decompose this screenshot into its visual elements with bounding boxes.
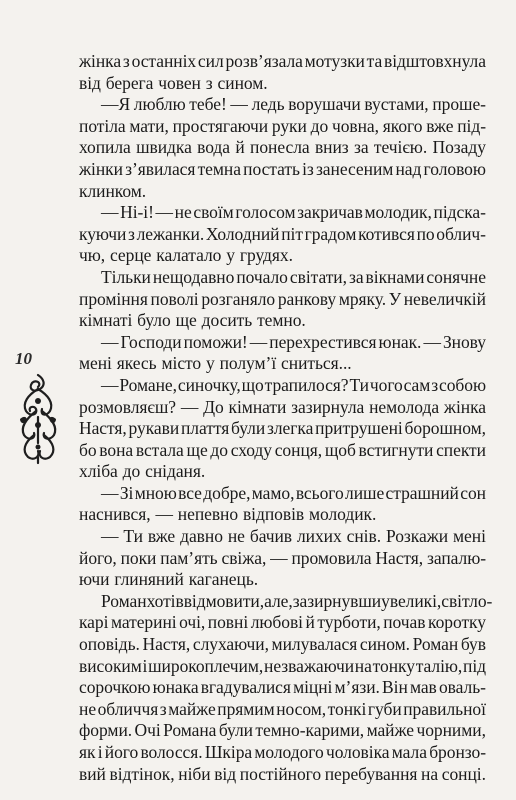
word: бо [79, 439, 97, 460]
word: сниться... [281, 353, 352, 374]
word: вже [147, 526, 176, 547]
word: губи [367, 698, 402, 719]
word: на [421, 763, 439, 784]
word: у [206, 353, 215, 374]
word: Настя, [142, 634, 191, 655]
word: вікнами [365, 266, 425, 287]
word: молодик, [364, 202, 432, 223]
word: Позаду [432, 137, 486, 158]
text-line [79, 94, 486, 116]
word: під [463, 655, 486, 676]
word: зазирнула [291, 396, 365, 417]
text-line [79, 483, 486, 505]
word: давно [180, 526, 223, 547]
word: відштовхнула [384, 51, 486, 71]
word: любові [250, 612, 303, 633]
word: полум’ї [219, 353, 277, 374]
word: з [128, 223, 135, 244]
word: пам’ять [160, 547, 218, 568]
word: куючи [79, 223, 127, 244]
word: жінка [443, 396, 486, 417]
text-line [79, 764, 486, 786]
word: були [218, 720, 253, 741]
word: щоб [324, 439, 356, 460]
word: проше- [432, 94, 486, 115]
word: не [79, 698, 97, 719]
word: немолода [369, 396, 440, 417]
word: —Я [101, 94, 131, 115]
word: карі [79, 612, 109, 633]
word: тонкі [327, 698, 367, 719]
word: правильної [403, 698, 486, 719]
word: міцні [293, 677, 333, 698]
word: У [388, 288, 402, 309]
word: останніх [131, 51, 197, 71]
text-line [79, 159, 486, 181]
word: чоловіка [325, 742, 390, 762]
word: носом, [276, 698, 327, 719]
word: промовила [291, 547, 372, 568]
text-line [79, 137, 486, 159]
word: перехрестився [269, 331, 377, 352]
word: Романе, [119, 374, 177, 395]
word: постать [243, 158, 300, 179]
word: поки [120, 547, 157, 568]
word: відмовити, [183, 590, 265, 611]
word: сон [460, 482, 486, 503]
word: мати, [129, 115, 169, 136]
word: хотів [146, 590, 184, 611]
word: і [97, 742, 103, 762]
word: Знову [442, 331, 486, 352]
text-line [79, 397, 486, 419]
word: мені [79, 353, 112, 374]
word: зазирнувши [292, 590, 382, 611]
word: волосся. [140, 742, 203, 762]
word: простягаючи [172, 115, 269, 136]
word: постійного [239, 763, 322, 784]
word: — [249, 331, 268, 352]
word: лихих [296, 526, 342, 547]
text-line [79, 418, 486, 440]
text-line [79, 289, 486, 311]
word: з [205, 72, 213, 93]
word: жінки [79, 158, 123, 179]
word: незважаючи [264, 655, 355, 676]
word: великі, [389, 590, 442, 611]
word: з’явилася [125, 158, 196, 179]
word: — [270, 547, 288, 568]
word: сорочкою [79, 677, 151, 698]
word: темно. [257, 310, 306, 331]
word: майже [168, 698, 216, 719]
word: швидка [136, 137, 192, 158]
word: вона [99, 439, 134, 460]
word: до [210, 439, 228, 460]
text-line [79, 51, 486, 73]
word: з [122, 51, 130, 71]
word: почав [383, 612, 426, 633]
word: бачив [249, 526, 293, 547]
word: сонця, [274, 439, 323, 460]
word: синочку, [177, 374, 241, 395]
word: на [354, 655, 372, 676]
word: чого [369, 374, 403, 395]
word: розганяло [201, 288, 276, 309]
word: — [180, 396, 199, 417]
word: молодик. [309, 504, 377, 525]
word: Ти [123, 526, 143, 547]
word: мамо, [251, 482, 295, 503]
word: хопила [79, 137, 131, 158]
word: човна, [331, 115, 379, 136]
word: не [174, 202, 192, 223]
word: широкоплечим, [148, 655, 264, 676]
text-line [79, 656, 486, 678]
text-line [79, 73, 486, 95]
word: борошном, [404, 418, 486, 439]
text-line [79, 181, 486, 203]
word: Холодний [205, 223, 280, 244]
word: ніби [178, 763, 211, 784]
word: сином. [217, 72, 268, 93]
word: сонячне [426, 266, 486, 287]
word: мала [391, 742, 427, 762]
word: руки [271, 115, 307, 136]
word: Розкажи [385, 526, 449, 547]
word: високим [79, 655, 142, 676]
word: з [431, 374, 439, 395]
word: юнак. [378, 331, 422, 352]
word: темна [197, 158, 241, 179]
text-line [79, 548, 486, 570]
word: глиняний [114, 569, 184, 590]
word: поможи! [183, 331, 248, 352]
word: Шкіра [204, 742, 253, 762]
word: хліба [79, 461, 118, 482]
word: течією. [373, 137, 428, 158]
word: злегка [267, 418, 314, 439]
word: — [155, 202, 173, 223]
word: — [423, 331, 441, 352]
word: головою [423, 158, 486, 179]
word: вустами, [364, 94, 429, 115]
word: Зі [119, 482, 134, 503]
word: вже [426, 115, 454, 136]
word: у [381, 590, 390, 611]
word: — [101, 482, 119, 503]
text-line [79, 677, 486, 699]
word: і [142, 655, 148, 676]
word: берега [105, 72, 154, 93]
word: потіла [79, 115, 126, 136]
word: Настя, [79, 418, 127, 439]
word: Романа [163, 720, 217, 741]
text-line [79, 504, 486, 526]
word: у [226, 245, 235, 266]
word: облич- [436, 223, 486, 244]
word: понесла [250, 137, 310, 158]
word: оповідь. [79, 634, 140, 655]
word: талію, [415, 655, 463, 676]
word: темно-карими, [255, 720, 365, 741]
word: кімнаті [79, 310, 133, 331]
word: підска- [433, 202, 486, 223]
word: страшний [385, 482, 459, 503]
word: Господи [120, 331, 182, 352]
word: своїм [193, 202, 234, 223]
word: котився [358, 223, 415, 244]
text-line [79, 267, 486, 289]
word: слухаючи, [192, 634, 269, 655]
word: До [203, 396, 224, 417]
word: трапилося? [264, 374, 349, 395]
word: вий [79, 763, 106, 784]
text-line [79, 224, 486, 246]
word: човен [158, 72, 201, 93]
word: оваль- [438, 677, 486, 698]
text-line [79, 332, 486, 354]
word: вниз [314, 137, 349, 158]
word: але, [264, 590, 293, 611]
word: як [79, 742, 96, 762]
text-line [79, 612, 486, 634]
word: що [241, 374, 264, 395]
word: прямим [217, 698, 275, 719]
word: бронзо- [429, 742, 486, 762]
word: плаття [180, 418, 230, 439]
word: милувалася [271, 634, 358, 655]
text-line [79, 569, 486, 591]
word: Ні-і! [120, 202, 154, 223]
word: мною [134, 482, 177, 503]
word: сходу [230, 439, 272, 460]
word: сил [197, 51, 224, 71]
word: жінка [79, 51, 122, 71]
word: його [104, 742, 139, 762]
word: рукави [128, 418, 180, 439]
word: ще [186, 439, 208, 460]
word: та [366, 51, 383, 71]
word: кімнати [228, 396, 287, 417]
word: чорними, [416, 720, 486, 741]
word: до [122, 461, 141, 482]
word: тонку [372, 655, 415, 676]
word: за [353, 137, 369, 158]
word: відповів [242, 504, 305, 525]
word: за [348, 266, 364, 287]
word: — [101, 331, 119, 352]
word: сніданя. [145, 461, 206, 482]
word: притрушені [315, 418, 403, 439]
text-line [79, 699, 486, 721]
word: під- [457, 115, 486, 136]
word: юнака [152, 677, 199, 698]
word: форми. [79, 720, 133, 741]
word: люблю [133, 94, 186, 115]
word: відтінок, [109, 763, 175, 784]
word: повні [207, 612, 249, 633]
word: градом [304, 223, 357, 244]
text-line [79, 353, 486, 375]
word: досить [201, 310, 253, 331]
word: турботи, [317, 612, 381, 633]
word: від [79, 72, 101, 93]
word: коротку [428, 612, 486, 633]
word: серце [110, 245, 152, 266]
text-line [79, 310, 486, 332]
word: лежанки. [136, 223, 205, 244]
word: Тільки [101, 266, 151, 287]
text-line [79, 526, 486, 548]
text-line [79, 634, 486, 656]
text-line [79, 461, 486, 483]
word: Настя, [375, 547, 424, 568]
word: не [227, 526, 245, 547]
word: — [101, 526, 119, 547]
word: снів. [346, 526, 382, 547]
word: мряку. [338, 288, 387, 309]
word: були [231, 418, 266, 439]
word: спекти [436, 439, 486, 460]
word: поволі [150, 288, 199, 309]
word: над [395, 158, 422, 179]
word: вгадувалися [200, 677, 291, 698]
word: калатало [156, 245, 222, 266]
word: — [230, 94, 248, 115]
word: від [214, 763, 237, 784]
word: світло- [441, 590, 493, 611]
word: добре, [203, 482, 251, 503]
word: материні [110, 612, 177, 633]
text-line [79, 245, 486, 267]
word: м’язи. [334, 677, 380, 698]
word: почало [236, 266, 288, 287]
word: якесь [116, 353, 157, 374]
word: всього [295, 482, 344, 503]
word: каганець. [188, 569, 259, 590]
page-number: 10 [15, 349, 32, 368]
word: нещодавно [152, 266, 235, 287]
word: з [159, 698, 167, 719]
text-line [79, 440, 486, 462]
word: мав [409, 677, 437, 698]
word: все [178, 482, 202, 503]
word: — [101, 374, 119, 395]
word: сонці. [441, 763, 486, 784]
word: його, [79, 547, 117, 568]
word: по [416, 223, 435, 244]
word: мені [453, 526, 486, 547]
word: встала [135, 439, 184, 460]
word: сам [403, 374, 431, 395]
word: чю, [79, 245, 106, 266]
word: був [460, 634, 486, 655]
word: й [235, 137, 245, 158]
word: ще [175, 310, 197, 331]
word: Він [382, 677, 408, 698]
word: місто [161, 353, 202, 374]
text-line [79, 375, 486, 397]
word: очі, [179, 612, 206, 633]
word: клинком. [79, 180, 147, 201]
word: мотузки [304, 51, 365, 71]
text-line [79, 720, 486, 742]
body-text [79, 51, 493, 785]
word: із [302, 158, 314, 179]
word: сином. [359, 634, 410, 655]
word: молодого [254, 742, 324, 762]
word: Роман [101, 590, 147, 611]
word: піт [281, 223, 303, 244]
text-line [79, 590, 493, 613]
word: занесеним [315, 158, 394, 179]
word: обличчя [97, 698, 159, 719]
text-line [79, 742, 486, 764]
text-line [79, 116, 486, 138]
word: встигнути [358, 439, 434, 460]
word: перебування [324, 763, 418, 784]
word: було [137, 310, 171, 331]
word: тебе! [189, 94, 227, 115]
word: розв’язала [225, 51, 303, 71]
word: й [305, 612, 315, 633]
word: Роман [412, 634, 459, 655]
word: наснився, [79, 504, 151, 525]
word: свіжа, [221, 547, 267, 568]
word: Очі [134, 720, 161, 741]
word: собою [439, 374, 486, 395]
word: світати, [289, 266, 347, 287]
word: невеличкій [403, 288, 486, 309]
word: лише [345, 482, 385, 503]
word: непевно [177, 504, 239, 525]
word: закричав [297, 202, 363, 223]
word: — [101, 202, 119, 223]
word: ворушачи [288, 94, 361, 115]
word: майже [366, 720, 415, 741]
word: — [155, 504, 173, 525]
text-line [79, 202, 486, 224]
word: голосом [235, 202, 296, 223]
word: вода [197, 137, 231, 158]
word: ранкову [277, 288, 337, 309]
word: ледь [251, 94, 285, 115]
word: до [310, 115, 329, 136]
word: розмовляєш? [79, 396, 177, 417]
word: грудях. [239, 245, 293, 266]
word: ючи [79, 569, 110, 590]
word: якого [382, 115, 423, 136]
word: проміння [79, 288, 148, 309]
word: Ти [349, 374, 369, 395]
word: запалю- [426, 547, 486, 568]
floral-ornament-icon [14, 373, 62, 465]
